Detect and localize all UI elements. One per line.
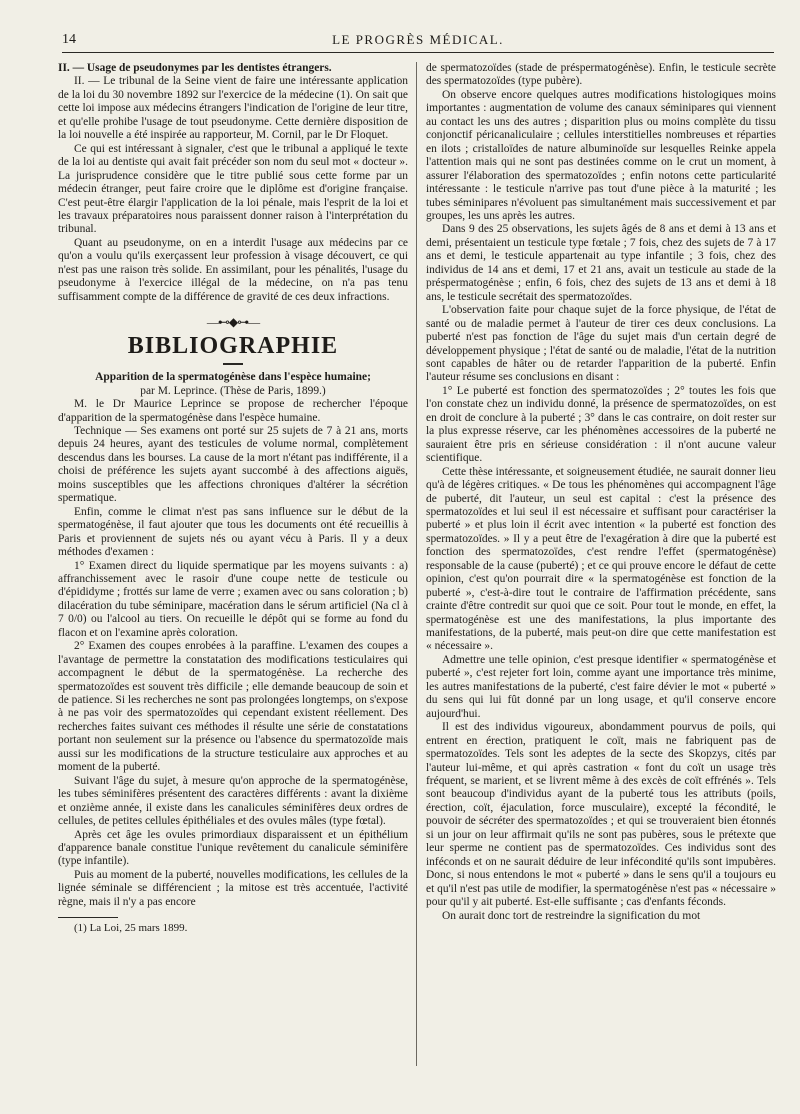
paragraph: L'observation faite pour chaque sujet de la force physique, de l'état de santé ou de maladie permet à l'auteur de tirer ces deux conclusions. La puberté n'est pas fonction de l'âge du sujet mais d'un certain degré de développement physique ; l'état de santé ou de maladie, l'état de la nutrition sont capables de hâter ou de retarder l'apparition de la puberté. Enfin l'auteur résume ses conclusions en disant : (426, 304, 776, 384)
paragraph: Puis au moment de la puberté, nouvelles modifications, les cellules de la lignée séminale se différencient ; la mitose est très accentuée, l'activité règne, mais il n'y a pas encore (58, 868, 408, 908)
footnote-rule (58, 917, 118, 918)
paragraph: Admettre une telle opinion, c'est presque identifier « spermatogénèse et puberté », c'est rejeter fort loin, comme ayant une importance très minime, les autres manifestations de la puberté, c'est faire dévier le mot « puberté » du sens qui lui fût donné par un long usage, et qu'il conserve encore aujourd'hui. (426, 653, 776, 720)
paragraph: Cette thèse intéressante, et soigneusement étudiée, ne saurait donner lieu qu'à de légères critiques. « De tous les phénomènes qui accompagnent l'âge de puberté, dit l'auteur, un seul est capital : c'est la présence des spermatozoïdes et lui seul il est nécessaire et suffisant pour caractériser la puberté » et plus loin il écrit avec intention « la puberté est fonction des spermatozoïdes. » Il y a peut être de l'exagération à dire que la puberté est fonction des spermatozoïdes, c'est rendre l'effet (spermatogénèse) responsable de la cause (puberté) ; et ce qui prouve encore le défaut de cette opinion, c'est qu'on pourrait dire « la spermatogénèse est fonction de la puberté », c'est-à-dire tout le contraire de l'affirmation précédente, sans crainte d'être contredit sur quoi que ce soit. Pour tout le monde, en effet, la spermatogénèse est une des manifestations, la plus importante des manifestations, de la puberté, mais peut-on dire que cette manifestation est « nécessaire ». (426, 465, 776, 653)
paragraph: Après cet âge les ovules primordiaux disparaissent et un épithélium d'apparence banale constitue l'unique revêtement du canalicule séminifère (type infantile). (58, 828, 408, 868)
ornament-rule: —⊷◆⊶— (206, 315, 260, 330)
paragraph: Ce qui est intéressant à signaler, c'est que le tribunal a appliqué le texte de la loi au dentiste qui avait fait précéder son nom du seul mot « docteur ». La jurisprudence considère que le titre publié sous cette forme par un médecin étranger, peut faire croire que le diplôme est d'origine française. C'est peut-être élargir l'application de la loi pénale, mais l'esprit de la loi et les travaux préparatoires nous paraissent donner raison à l'interprétation du tribunal. (58, 142, 408, 236)
paragraph: Technique — Ses examens ont porté sur 25 sujets de 7 à 21 ans, morts depuis 24 heures, ayant des testicules de volume normal, complètement descendus dans les bourses. La cause de la mort n'étant pas indifférente, il a choisi de préférence les sujets ayant succombé à des affections aiguës, moins susceptibles que les affections chroniques d'altérer la sécrétion spermatique. (58, 424, 408, 505)
paragraph: M. le Dr Maurice Leprince se propose de rechercher l'époque d'apparition de la spermatogénèse dans l'espèce humaine. (58, 398, 408, 424)
footnote: (1) La Loi, 25 mars 1899. (74, 922, 188, 935)
running-title: LE PROGRÈS MÉDICAL. (332, 32, 504, 47)
paragraph: 1° Examen direct du liquide spermatique par les moyens suivants : a) affranchissement avec le rasoir d'une coupe nette de testicule ou d'épididyme ; frottés sur lame de verre ; examen avec ou sans coloration ; b) dilacération du tube séminipare, macération dans le sérum artificiel (Na cl à 7 0/0) ou l'alcool au tiers. On recueille le dépôt qui se forme au fond du flacon et on l'examine après coloration. (58, 559, 408, 639)
paragraph: Quant au pseudonyme, on en a interdit l'usage aux médecins par ce qu'on a voulu qu'ils exerçassent leur profession à visage découvert, ce qui n'est pas une raison très solide. En assimilant, pour les pénalités, l'usage du pseudonyme à l'exercice illégal de la médecine, on n'a pas tenu suffisamment compte de la différence de gravité de ces deux infractions. (58, 236, 408, 303)
paragraph: On aurait donc tort de restreindre la signification du mot (442, 909, 701, 922)
right-column (426, 62, 776, 923)
page-number: 14 (62, 32, 76, 47)
paragraph: de spermatozoïdes (stade de préspermatogénèse). Enfin, le testicule secrète des spermatozoïdes (type pubère). (426, 62, 776, 88)
section-title: II. — Usage de pseudonymes par les dentistes étrangers. (58, 62, 332, 74)
left-column (58, 62, 408, 936)
page-header (62, 30, 774, 53)
article-byline: par M. Leprince. (Thèse de Paris, 1899.) (140, 384, 326, 397)
paragraph: Suivant l'âge du sujet, à mesure qu'on approche de la spermatogénèse, les tubes séminifères présentent des caractères différents : avant la dixième et onzième année, il existe dans les canalicules séminifères deux ordres de cellules, de petites cellules épithéliales et des ovules mâles (type fœtal). (58, 774, 408, 828)
heading-dash (223, 363, 243, 365)
paragraph: Il est des individus vigoureux, abondamment pourvus de poils, qui entrent en érection, pratiquent le coït, mais ne fabriquent pas de spermatozoïdes. Tels sont les adeptes de la secte des Skopzys, cités par l'auteur lui-même, et qui après castration « font du coït un usage très fréquent, se marient, et se livrent même à des excès de coït effrénés ». Tels sont beaucoup d'individus ayant de la puberté tous les attributs (poils, érection, coït, éjaculation, force musculaire), excepté la fécondité, le pouvoir de sécréter des spermatozoïdes ; et qui se trouveraient bien étonnés si un jour on leur affirmait qu'ils ne sont pas pubères, sous le prétexte que leur sperme ne contient pas de spermatozoïdes. Ces individus sont des inféconds et on ne saurait déduire de leur infécondité qu'ils sont impubères. Donc, si nous entendons le mot « puberté » dans le sens qu'il a toujours eu et qu'il n'est pas utile de modifier, la spermatogénèse n'est pas « nécessaire » pour qu'il y ait puberté. Est-elle suffisante ; cas d'enfants féconds. (426, 721, 776, 909)
paragraph: 1° Le puberté est fonction des spermatozoïdes ; 2° toutes les fois que l'on constate chez un individu donné, la présence de spermatozoïdes, on est en droit de conclure à la puberté ; 3° dans le cas contraire, on doit rester sur la plus expresse réserve, car les phénomènes accessoires de la puberté ne sauraient être pris en sérieuse considération : il n'ont aucune valeur scientifique. (426, 384, 776, 465)
bibliography-heading: BIBLIOGRAPHIE (127, 333, 339, 360)
paragraph: Enfin, comme le climat n'est pas sans influence sur le début de la spermatogénèse, il faut ajouter que tous les documents ont été recueillis à Paris et proviennent de sujets nés ou ayant vécu à Paris. Il y a deux méthodes d'examen : (58, 505, 408, 559)
article-title: Apparition de la spermatogénèse dans l'espèce humaine; (95, 371, 371, 384)
paragraph: 2° Examen des coupes enrobées à la paraffine. L'examen des coupes a l'avantage de permettre la constatation des modifications testiculaires qui accompagnent le début de la spermatogénèse. La recherche des spermatozoïdes est souvent très difficile ; elle demande beaucoup de soin et de patience. Si les recherches ne sont pas prolongées longtemps, on s'expose à ne pas voir des spermatozoïdes qui cependant existent réellement. Des recherches faites suivant ces méthodes il résulte une série de constatations portant non seulement sur la présence ou l'absence du spermatozoïde mais aussi sur les modifications de la structure testiculaire aux approches et au moment de la puberté. (58, 640, 408, 774)
column-divider (416, 62, 417, 1066)
paragraph: On observe encore quelques autres modifications histologiques moins importantes : augmentation de volume des canaux séminipares qui viennent au contact les uns des autres ; disparition plus ou moins complète du tissu conjonctif péricanaliculaire ; cellules interstitielles nombreuses et réparties en ilots ; cristalloïdes de nature albuminoïde sur lesquelles Reinke appela l'attention mais qui ne sont pas destinées comme on le crut un moment, à assurer l'élaboration des spermatozoïdes ; enfin notons cette particularité intéressante : le testicule n'arrive pas tout d'une pièce à la maturité ; les tubes séminipares n'évoluent pas simultanément mais successivement et par groupes, les uns après les autres. (426, 88, 776, 222)
paragraph: Dans 9 des 25 observations, les sujets âgés de 8 ans et demi à 13 ans et demi, présentaient un testicule type fœtale ; 7 fois, chez des sujets de 7 à 17 ans et demi, le testicule appartenait au type infantile ; 3 fois, chez des individus de 14 ans et demi, 17 et 21 ans, avait un testicule au stade de la préspermatogénèse ; enfin, 6 fois, chez des sujets de 13 ans et demi à 18 ans, le testicule secrétait des spermatozoïdes. (426, 223, 776, 303)
paragraph: II. — Le tribunal de la Seine vient de faire une intéressante application de la loi du 30 novembre 1892 sur l'exercice de la médecine (1). On sait que cette loi impose aux médecins étrangers l'indication de l'origine de leur titre, et qu'elle prohibe l'usage de tout pseudonyme. Cette dernière disposition de la loi nouvelle a été inspirée au rapporteur, M. Cornil, par le Dr Floquet. (58, 75, 408, 142)
